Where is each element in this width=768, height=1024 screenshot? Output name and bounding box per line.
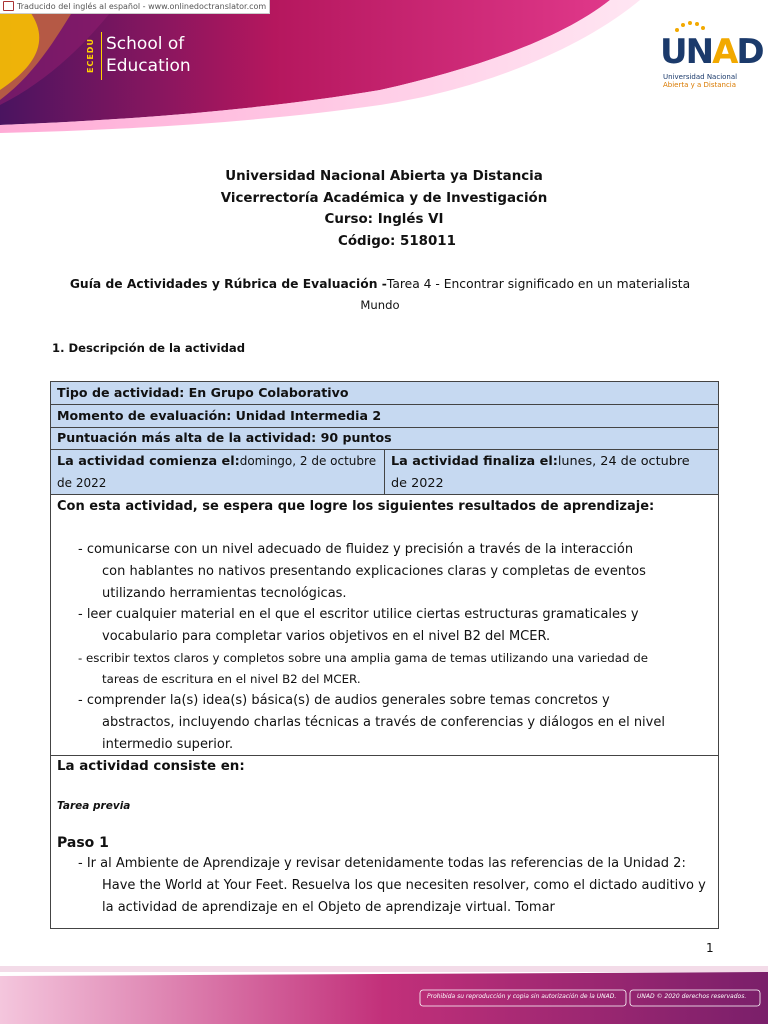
- school-line-2: Education: [106, 56, 191, 76]
- outcome-line: - escribir textos claros y completos sobre una amplia gama de temas utilizando una variedad de: [78, 650, 649, 665]
- school-of-education-logo: [106, 33, 191, 77]
- vicerrectoria-title: Vicerrectoría Académica y de Investigación: [220, 190, 548, 206]
- section-heading: 1. Descripción de la actividad: [52, 341, 246, 355]
- outcome-line: - comprender la(s) idea(s) básica(s) de audios generales sobre temas concretos y: [78, 692, 610, 708]
- start-date-year: de 2022: [57, 476, 107, 490]
- footer-rights: UNAD © 2020 derechos reservados.: [637, 993, 747, 1000]
- school-line-1: School of: [106, 34, 185, 54]
- document-titles: [0, 166, 768, 252]
- paso-1-heading: Paso 1: [57, 835, 109, 852]
- page-number: 1: [706, 941, 714, 955]
- translator-notice[interactable]: [0, 0, 270, 14]
- outcome-line: - comunicarse con un nivel adecuado de fluidez y precisión a través de la interacción: [78, 542, 634, 557]
- paso-line: - Ir al Ambiente de Aprendizaje y revisar detenidamente todas las referencias de la Unidad 2:: [78, 856, 686, 872]
- guide-title-rest: Tarea 4 - Encontrar significado en un materialista: [386, 277, 691, 291]
- footer-copyright-notice: Prohibida su reproducción y copia sin autorización de la UNAD.: [427, 993, 617, 1000]
- outcome-line: con hablantes no nativos presentando explicaciones claras y completas de eventos: [102, 563, 646, 579]
- outcome-line: utilizando herramientas tecnológicas.: [102, 585, 347, 601]
- university-title: Universidad Nacional Abierta ya Distancia: [225, 169, 543, 184]
- outcome-line: - leer cualquier material en el que el escritor utilice ciertas estructuras gramaticales y: [78, 607, 639, 623]
- evaluation-moment: Momento de evaluación: Unidad Intermedia 2: [51, 405, 719, 428]
- outcome-line: abstractos, incluyendo charlas técnicas a través de conferencias y diálogos en el nivel: [102, 714, 665, 730]
- tarea-previa: Tarea previa: [57, 800, 131, 813]
- end-date-label: La actividad finaliza el:: [391, 454, 558, 469]
- guide-title-line2: Mundo: [360, 298, 400, 312]
- unad-sub-1: Universidad Nacional: [663, 73, 738, 81]
- outcome-line: vocabulario para completar varios objetivos en el nivel B2 del MCER.: [102, 629, 551, 645]
- learning-outcomes-cell: [51, 495, 719, 756]
- unad-sub-2: Abierta y a Distancia: [663, 81, 737, 89]
- end-date-year: de 2022: [391, 476, 444, 491]
- activity-table: [50, 381, 719, 929]
- outcome-line: tareas de escritura en el nivel B2 del MCER.: [102, 671, 361, 686]
- end-date-cell: [385, 450, 719, 495]
- unad-logo-subtitle: [663, 73, 737, 89]
- outcome-item: [67, 648, 712, 690]
- activity-consists-cell: [51, 756, 719, 929]
- outcome-item: [67, 604, 712, 648]
- course-code: Código: 518011: [338, 233, 456, 249]
- translator-notice-text: Traducido del inglés al español - www.onlinedoctranslator.com: [17, 1, 267, 11]
- consists-lead: La actividad consiste en:: [57, 759, 245, 775]
- activity-type: Tipo de actividad: En Grupo Colaborativo: [51, 382, 719, 405]
- end-date-value: lunes, 24 de octubre: [557, 454, 690, 469]
- outcome-item: [67, 539, 712, 604]
- outcome-line: intermedio superior.: [102, 736, 234, 752]
- guide-title-bold: Guía de Actividades y Rúbrica de Evaluación -: [69, 277, 387, 291]
- guide-title: [55, 274, 705, 316]
- document-header: [0, 0, 768, 135]
- outcome-item: [67, 690, 712, 755]
- unad-logo: [660, 20, 763, 89]
- course-title: Curso: Inglés VI: [324, 212, 444, 227]
- start-date-cell: [51, 450, 385, 495]
- highest-score: Puntuación más alta de la actividad: 90 puntos: [51, 428, 719, 450]
- start-date-value: domingo, 2 de octubre: [239, 454, 377, 468]
- outcomes-lead: Con esta actividad, se espera que logre los siguientes resultados de aprendizaje:: [57, 499, 655, 514]
- unad-logo-letters: UNAD: [660, 32, 763, 72]
- paso-line: Have the World at Your Feet. Resuelva los que necesiten resolver, como el dictado auditivo y: [102, 878, 706, 894]
- ecedu-label: ECEDU: [86, 38, 95, 74]
- paso-line: la actividad de aprendizaje en el Objeto de aprendizaje virtual. Tomar: [102, 900, 555, 916]
- start-date-label: La actividad comienza el:: [57, 454, 240, 469]
- paso-1-text: [78, 853, 712, 919]
- translator-icon: [3, 1, 14, 11]
- ecedu-divider: [101, 32, 102, 80]
